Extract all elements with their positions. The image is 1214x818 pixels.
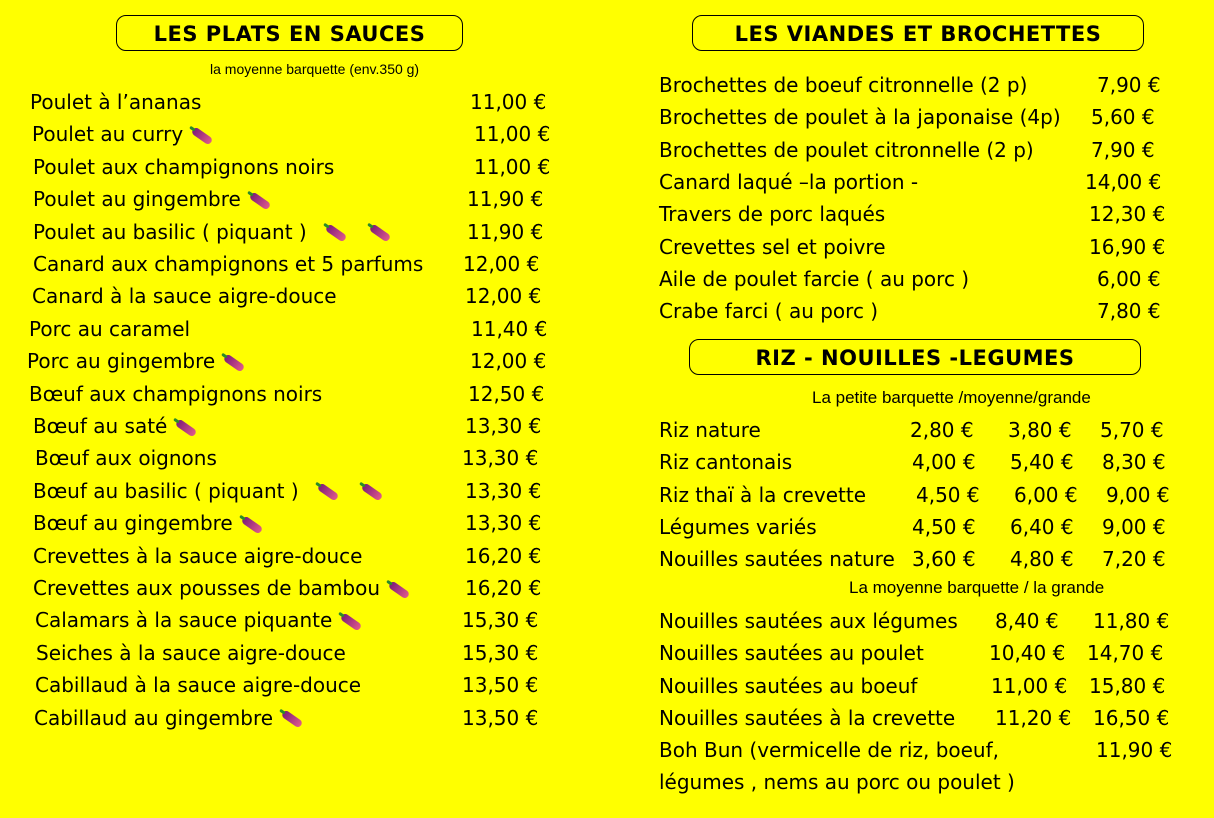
plat-row: [34, 702, 594, 734]
plat-price: 12,00 €: [463, 252, 540, 276]
chili-pepper-icon: [223, 353, 246, 372]
riz-nouilles-legumes-title: RIZ - NOUILLES -LEGUMES: [689, 339, 1141, 375]
chili-pepper-icon: [368, 224, 391, 243]
plat-price: 11,00 €: [470, 90, 547, 114]
riz-name: Riz thaï à la crevette: [659, 482, 866, 507]
riz-price-p3: 5,70 €: [1100, 418, 1164, 442]
plat-row: [33, 475, 593, 507]
viande-row: [659, 263, 1199, 295]
chili-pepper-icon: [281, 710, 304, 729]
plat-price: 13,50 €: [462, 705, 539, 730]
plat-name: Crevettes à la sauce aigre-douce: [33, 543, 363, 568]
viande-name: Aile de poulet farcie ( au porc ): [659, 266, 970, 291]
viande-price: 7,90 €: [1091, 137, 1155, 162]
plat-row: [30, 86, 590, 118]
plat-row: [27, 345, 587, 377]
riz-price-p2: 4,80 €: [1010, 547, 1074, 572]
riz-price-p1: 3,60 €: [912, 547, 976, 572]
plat-name: Poulet aux champignons noirs: [33, 154, 335, 179]
chili-pepper-icon: [316, 483, 339, 502]
plat-name: Poulet au gingembre: [33, 183, 271, 215]
plat-price: 13,30 €: [465, 478, 542, 503]
plat-row: [35, 604, 595, 636]
riz-row: [659, 543, 1209, 575]
nouilles-name: Nouilles sautées au boeuf: [659, 673, 918, 698]
plat-price: 12,50 €: [468, 381, 545, 406]
viande-name: Canard laqué –la portion -: [659, 169, 919, 194]
riz-name: Légumes variés: [659, 514, 817, 539]
nouilles-row: [659, 605, 1214, 637]
plat-row: [33, 540, 593, 572]
nouilles-row: [659, 637, 1214, 669]
plat-name: Porc au gingembre: [27, 345, 245, 377]
chili-pepper-icon: [240, 515, 263, 534]
viande-price: 14,00 €: [1085, 169, 1162, 194]
plat-name: Bœuf aux champignons noirs: [29, 381, 323, 406]
plat-row: [33, 151, 593, 183]
nouilles-row: [659, 702, 1214, 734]
nouilles-price-p1: 10,40 €: [989, 641, 1066, 666]
riz-size-note: La petite barquette /moyenne/grande: [812, 388, 1091, 407]
plat-name: Bœuf au saté: [33, 410, 197, 442]
plat-name: Bœuf au gingembre: [33, 507, 263, 539]
nouilles-price-p1: 11,00 €: [991, 673, 1068, 698]
viande-row: [659, 69, 1199, 101]
riz-name: Riz cantonais: [659, 450, 793, 475]
riz-price-p2: 5,40 €: [1010, 450, 1074, 475]
nouilles-name: Nouilles sautées au poulet: [659, 641, 924, 666]
viande-name: Brochettes de poulet à la japonaise (4p): [659, 105, 1061, 130]
plats-portion-note: la moyenne barquette (env.350 g): [210, 61, 420, 77]
riz-price-p1: 4,50 €: [916, 482, 980, 507]
plat-price: 13,50 €: [462, 673, 539, 698]
viande-row: [659, 166, 1199, 198]
plat-name: Poulet au basilic ( piquant ): [33, 216, 391, 248]
plat-price: 16,20 €: [465, 576, 542, 600]
plat-name: Crevettes aux pousses de bambou: [33, 572, 410, 604]
plat-row: [35, 669, 595, 701]
nouilles-price-p1: 8,40 €: [995, 609, 1059, 633]
viande-name: Crevettes sel et poivre: [659, 234, 886, 259]
plat-row: [32, 118, 592, 150]
viandes-brochettes-title: LES VIANDES ET BROCHETTES: [692, 15, 1144, 51]
chili-pepper-icon: [191, 126, 214, 145]
plat-row: [33, 572, 593, 604]
plat-price: 11,00 €: [474, 154, 551, 179]
viande-name: Travers de porc laqués: [659, 202, 886, 227]
plat-price: 16,20 €: [465, 543, 542, 568]
riz-price-p2: 3,80 €: [1008, 418, 1072, 442]
riz-name: Nouilles sautées nature: [659, 547, 895, 572]
chili-pepper-icon: [340, 612, 363, 631]
viande-price: 7,80 €: [1097, 299, 1161, 324]
riz-price-p2: 6,00 €: [1014, 482, 1078, 507]
riz-price-p3: 9,00 €: [1102, 514, 1166, 539]
riz-row: [659, 446, 1209, 478]
plat-name: Porc au caramel: [29, 316, 191, 341]
nouilles-size-note: La moyenne barquette / la grande: [849, 578, 1105, 597]
riz-row: [659, 511, 1209, 543]
plat-row: [29, 378, 589, 410]
plat-row: [32, 280, 592, 312]
plat-name: Bœuf au basilic ( piquant ): [33, 475, 383, 507]
riz-price-p1: 4,50 €: [912, 514, 976, 539]
plat-name: Bœuf aux oignons: [35, 446, 217, 471]
plat-row: [33, 183, 593, 215]
riz-name: Riz nature: [659, 418, 761, 442]
bohbun-name-line1: Boh Bun (vermicelle de riz, boeuf,: [659, 738, 1000, 762]
riz-price-p3: 9,00 €: [1106, 482, 1170, 507]
nouilles-price-p2: 14,70 €: [1087, 641, 1164, 666]
plat-price: 11,90 €: [467, 219, 544, 244]
plat-row: [36, 637, 596, 669]
nouilles-price-p2: 16,50 €: [1093, 705, 1170, 730]
plat-price: 12,00 €: [470, 349, 547, 374]
plat-row: [33, 507, 593, 539]
chili-pepper-icon: [249, 191, 272, 210]
bohbun-name-line2: légumes , nems au porc ou poulet ): [659, 770, 1015, 794]
plat-name: Poulet au curry: [32, 118, 213, 150]
riz-row: [659, 414, 1209, 446]
riz-price-p1: 4,00 €: [912, 450, 976, 475]
plat-name: Cabillaud à la sauce aigre-douce: [35, 673, 362, 698]
chili-pepper-icon: [388, 580, 411, 599]
viande-name: Brochettes de boeuf citronnelle (2 p): [659, 73, 1028, 97]
viande-row: [659, 198, 1199, 230]
bohbun-row-continued: [659, 766, 1214, 798]
plat-row: [33, 248, 593, 280]
plat-name: Calamars à la sauce piquante: [35, 604, 362, 636]
plat-price: 13,30 €: [465, 414, 542, 438]
plat-row: [33, 216, 593, 248]
viande-price: 16,90 €: [1089, 234, 1166, 259]
plat-price: 12,00 €: [465, 284, 542, 309]
plat-price: 11,00 €: [474, 122, 551, 147]
plat-name: Canard aux champignons et 5 parfums: [33, 252, 424, 276]
chili-pepper-icon: [360, 483, 383, 502]
chili-pepper-icon: [175, 418, 198, 437]
viande-row: [659, 295, 1199, 327]
viande-price: 12,30 €: [1089, 202, 1166, 227]
plats-en-sauces-title: LES PLATS EN SAUCES: [116, 15, 463, 51]
plat-price: 13,30 €: [462, 446, 539, 471]
plat-price: 13,30 €: [465, 511, 542, 536]
chili-pepper-icon: [324, 224, 347, 243]
viande-name: Crabe farci ( au porc ): [659, 299, 879, 324]
viande-price: 6,00 €: [1097, 266, 1161, 291]
bohbun-price: 11,90 €: [1096, 738, 1173, 762]
riz-price-p1: 2,80 €: [910, 418, 974, 442]
riz-price-p3: 8,30 €: [1102, 450, 1166, 475]
riz-price-p3: 7,20 €: [1102, 547, 1166, 572]
viande-name: Brochettes de poulet citronnelle (2 p): [659, 137, 1034, 162]
plat-price: 11,90 €: [467, 187, 544, 212]
plat-name: Poulet à l’ananas: [30, 90, 202, 114]
viande-row: [659, 231, 1199, 263]
plat-name: Cabillaud au gingembre: [34, 702, 303, 734]
nouilles-price-p2: 11,80 €: [1093, 609, 1170, 633]
viande-row: [659, 134, 1199, 166]
nouilles-price-p2: 15,80 €: [1089, 673, 1166, 698]
plat-row: [29, 313, 589, 345]
plat-row: [33, 410, 593, 442]
riz-row: [659, 479, 1209, 511]
nouilles-row: [659, 670, 1214, 702]
plat-name: Seiches à la sauce aigre-douce: [36, 640, 346, 665]
plat-name: Canard à la sauce aigre-douce: [32, 284, 337, 309]
nouilles-name: Nouilles sautées à la crevette: [659, 705, 956, 730]
viande-row: [659, 101, 1199, 133]
plat-row: [35, 442, 595, 474]
viande-price: 5,60 €: [1091, 105, 1155, 130]
nouilles-price-p1: 11,20 €: [995, 705, 1072, 730]
plat-price: 15,30 €: [462, 640, 539, 665]
nouilles-name: Nouilles sautées aux légumes: [659, 609, 958, 633]
bohbun-row: [659, 734, 1214, 766]
riz-price-p2: 6,40 €: [1010, 514, 1074, 539]
viande-price: 7,90 €: [1097, 73, 1161, 97]
plat-price: 15,30 €: [462, 608, 539, 633]
plat-price: 11,40 €: [471, 316, 548, 341]
